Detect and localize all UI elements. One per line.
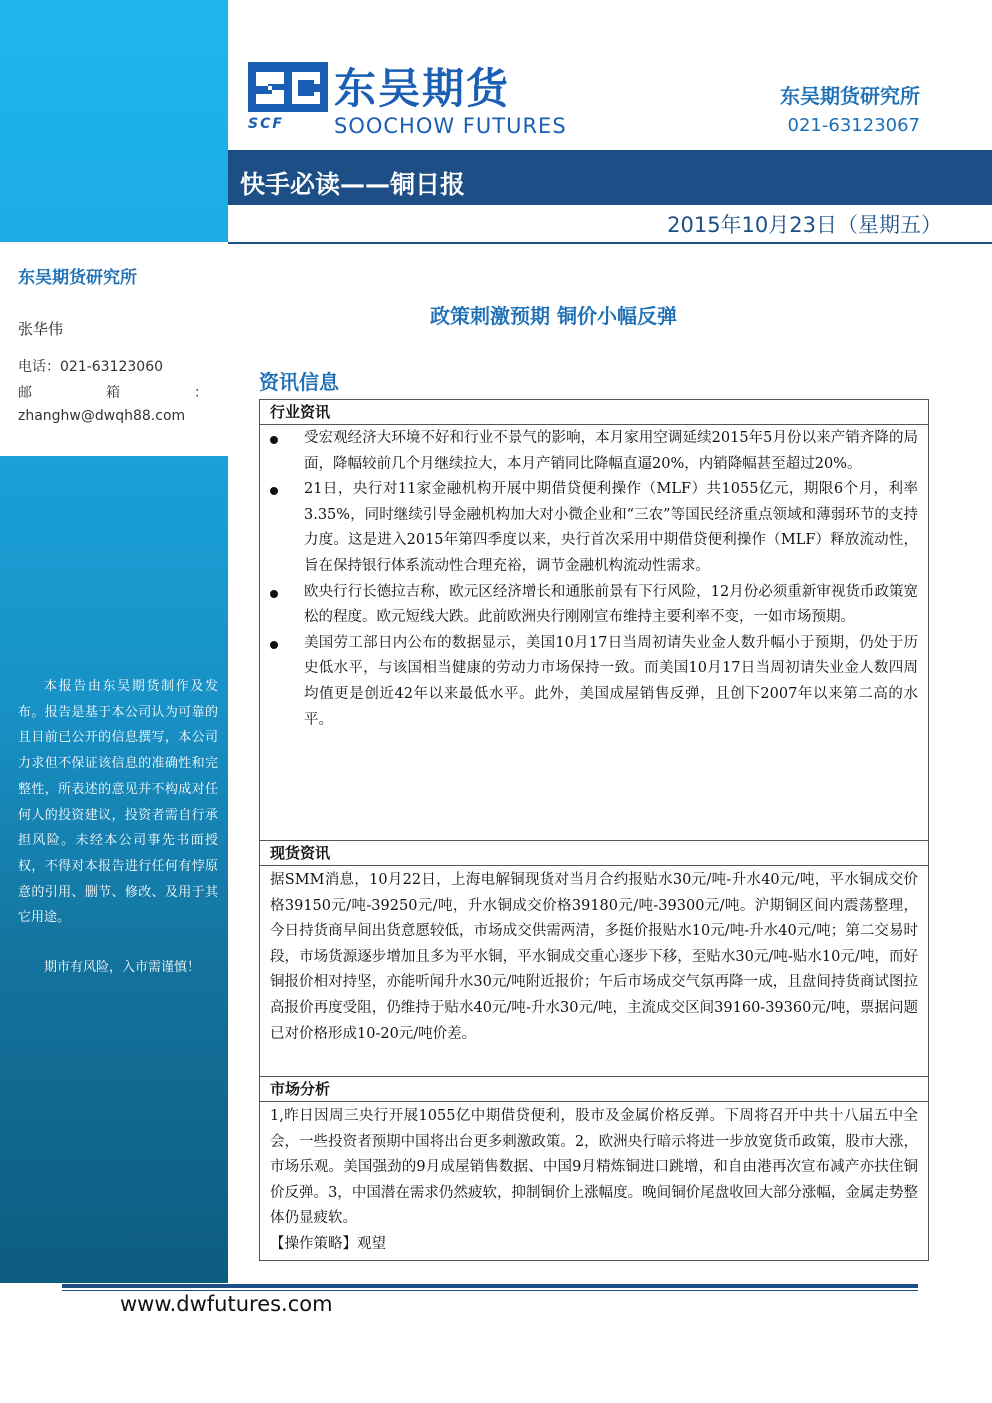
footer-divider-thin — [62, 1290, 918, 1291]
logo-chinese-name: 东吴期货 — [334, 64, 511, 113]
institute-name: 东吴期货研究所 — [780, 84, 920, 108]
news-text: 欧央行行长德拉吉称，欧元区经济增长和通胀前景有下行风险，12月份必须重新审视货币政策宽松的程度。欧元短线大跌。此前欧洲央行刚刚宣布维持主要利率不变，一如市场预期。 — [304, 583, 918, 626]
analyst-name: 张华伟 — [18, 320, 64, 338]
email-label — [18, 382, 208, 402]
disclaimer: 本报告由东吴期货制作及发布。报告是基于本公司认为可靠的且目前已公开的信息撰写，本公司力求但不保证该信息的准确性和完整性，所表述的意见并不构成对任何人的投资建议，投资者需自行承担风险。未经本公司事先书面授权，不得对本报告进行任何有悖原意的引用、删节、修改、及用于其它用途。 — [18, 679, 218, 926]
section-title: 资讯信息 — [259, 370, 339, 394]
analyst-email[interactable]: zhanghw@dwqh88.com — [18, 408, 186, 424]
news-text: 美国劳工部日内公布的数据显示，美国10月17日当周初请失业金人数升幅小于预期，仍处于历史低水平，与该国相当健康的劳动力市场保持一致。而美国10月17日当周初请失业金人数四周均值更是创近42年以来最低水平。此外，美国成屋销售反弹，且创下2007年以来第二高的水平。 — [304, 634, 918, 728]
spot-news-box — [259, 840, 929, 1077]
strategy-text: 【操作策略】观望 — [270, 1235, 386, 1252]
footer-divider — [62, 1284, 918, 1288]
market-analysis-text: 1,昨日因周三央行开展1055亿中期借贷便利，股市及金属价格反弹。下周将召开中共十八届五中全会，一些投资者预期中国将出台更多刺激政策。2，欧洲央行暗示将进一步放宽货币政策，股市大涨，市场乐观。美国强劲的9月成屋销售数据、中国9月精炼铜进口跳增，和自由港再次宣布减产亦扶住铜价反弹。3，中国潜在需求仍然疲软，抑制铜价上涨幅度。晚间铜价尾盘收回大部分涨幅，金属走势整体仍显疲软。 — [270, 1108, 918, 1227]
analyst-phone: 电话：021-63123060 — [18, 359, 164, 375]
email-label-char: 邮 — [18, 385, 32, 401]
news-text: 受宏观经济大环境不好和行业不景气的影响，本月家用空调延续2015年5月份以来产销齐降的局面，降幅较前几个月继续拉大，本月产销同比降幅直逼20%，内销降幅甚至超过20%。 — [304, 430, 918, 472]
divider — [228, 242, 992, 244]
list-item — [260, 580, 918, 631]
sidebar-top-panel — [0, 0, 228, 242]
headline: 政策刺激预期 铜价小幅反弹 — [430, 304, 677, 328]
spot-news-title: 现货资讯 — [260, 841, 928, 866]
report-date: 2015年10月23日（星期五） — [667, 213, 942, 237]
market-analysis-title: 市场分析 — [260, 1077, 928, 1102]
spot-news-text: 据SMM消息，10月22日，上海电解铜现货对当月合约报贴水30元/吨-升水40元/吨，平水铜成交价格39150元/吨-39250元/吨，升水铜成交价格39180元/吨-39300元/吨。沪期铜区间内震荡整理，今日持货商早间出货意愿较低，市场成交供需两清，多挺价报贴水10元/吨-升水40元/吨；第二交易时段，市场货源逐步增加且多为平水铜，平水铜成交重心逐步下移，至贴水30元/吨-贴水10元/吨，而好铜报价相对持坚，亦能听闻升水30元/吨附近报价；午后市场成交气氛再降一成，且盘间持货商试图拉高报价再度受阻，仍维持于贴水40元/吨-升水30元/吨，主流成交区间39160-39360元/吨，票据问题已对价格形成10-20元/吨价差。 — [270, 872, 918, 1042]
bullet-icon — [270, 487, 278, 495]
sidebar-title: 东吴期货研究所 — [18, 268, 137, 288]
website-link[interactable]: www.dwfutures.com — [120, 1292, 333, 1316]
market-analysis-box — [259, 1076, 929, 1261]
industry-news-box — [259, 399, 929, 841]
bullet-icon — [270, 590, 278, 598]
industry-news-list — [260, 426, 928, 733]
industry-news-title: 行业资讯 — [260, 400, 928, 425]
logo-abbr: SCF — [248, 116, 284, 132]
logo-english-name: SOOCHOW FUTURES — [334, 114, 567, 138]
news-text: 21日，央行对11家金融机构开展中期借贷便利操作（MLF）共1055亿元，期限6个月，利率3.35%，同时继续引导金融机构加大对小微企业和“三农”等国民经济重点领域和薄弱环节的支持力度。这是进入2015年第四季度以来，央行首次采用中期借贷便利操作（MLF）释放流动性，旨在保持银行体系流动性合理充裕，调节金融机构流动性需求。 — [304, 481, 918, 574]
email-label-char: ： — [194, 385, 208, 401]
list-item — [260, 426, 918, 477]
list-item — [260, 477, 918, 579]
institute-phone: 021-63123067 — [787, 115, 920, 136]
scf-logo-icon — [248, 62, 328, 118]
bullet-icon — [270, 641, 278, 649]
bullet-icon — [270, 436, 278, 444]
email-label-char: 箱 — [106, 385, 120, 401]
risk-warning: 期市有风险，入市需谨慎！ — [44, 960, 201, 975]
report-title: 快手必读——铜日报 — [240, 170, 466, 199]
list-item — [260, 631, 918, 733]
